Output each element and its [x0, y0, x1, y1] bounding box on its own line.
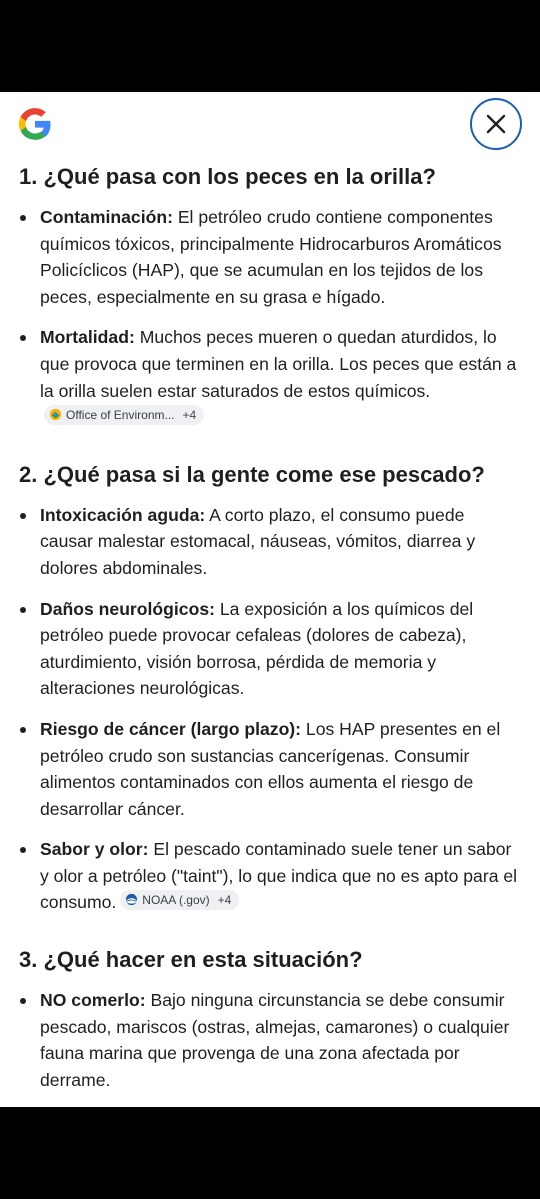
- list-item: [0, 596, 540, 702]
- source-chip-label: NOAA (.gov): [142, 892, 210, 907]
- item-text: Los HAP presentes en el petróleo crudo son sustancias cancerígenas. Consumir alimentos contaminados con ellos aumenta el riesgo de desarrollar cáncer.: [40, 718, 501, 819]
- list-item: [0, 987, 540, 1093]
- item-label: NO comerlo:: [40, 990, 146, 1011]
- item-text: La exposición a los químicos del petróleo puede provocar cefaleas (dolores de cabeza), aturdimiento, visión borrosa, pérdida de memoria y alteraciones neurológicas.: [40, 598, 474, 699]
- source-favicon-icon: [49, 408, 62, 421]
- section-heading: 2. ¿Qué pasa si la gente come ese pescado?: [19, 461, 485, 487]
- item-label: Sabor y olor:: [40, 839, 149, 860]
- section-heading: 1. ¿Qué pasa con los peces en la orilla?: [19, 164, 436, 189]
- google-g-logo: [16, 105, 54, 143]
- item-label: Intoxicación aguda:: [40, 504, 206, 525]
- item-text: El petróleo crudo contiene componentes químicos tóxicos, principalmente Hidrocarburos Aromáticos Policíclicos (HAP), que se acumulan en los tejidos de los peces, especialmente en su grasa e hígado.: [40, 207, 502, 307]
- item-text: A corto plazo, el consumo puede causar malestar estomacal, náuseas, vómitos, diarrea y dolores abdominales.: [40, 504, 476, 578]
- source-chip-count: +4: [182, 407, 197, 422]
- bullet-list: [0, 502, 540, 916]
- source-chip[interactable]: [120, 890, 239, 910]
- close-icon: [486, 114, 506, 134]
- list-item: [0, 836, 540, 916]
- bullet-list: [0, 987, 540, 1093]
- source-chip-count: +4: [217, 892, 232, 907]
- navigation-bar-area: [0, 1107, 540, 1199]
- bullet-list: [0, 204, 540, 431]
- item-text: Bajo ninguna circunstancia se debe consumir pescado, mariscos (ostras, almejas, camarones) o cualquier fauna marina que provenga de una zona afectada por derrame.: [40, 990, 510, 1090]
- list-item: [0, 716, 540, 822]
- list-item: [0, 324, 540, 430]
- item-text: El pescado contaminado suele tener un sabor y olor a petróleo ("taint"), lo que indica que no es apto para el consumo.: [40, 839, 518, 913]
- panel-header: [0, 92, 540, 162]
- item-text: Muchos peces mueren o quedan aturdidos, lo que provoca que terminen en la orilla. Los peces que están a la orilla suelen estar saturados de estos químicos.: [40, 327, 517, 401]
- ai-overview-panel: [0, 92, 540, 1107]
- item-label: Riesgo de cáncer (largo plazo):: [40, 718, 302, 739]
- list-item: [0, 204, 540, 310]
- item-label: Daños neurológicos:: [40, 598, 215, 619]
- overview-content: [0, 162, 540, 1093]
- item-label: Mortalidad:: [40, 327, 135, 348]
- status-bar-area: [0, 0, 540, 92]
- list-item: [0, 502, 540, 582]
- noaa-favicon-icon: [125, 893, 138, 906]
- source-chip-label: Office of Environm...: [66, 407, 175, 422]
- source-chip[interactable]: [44, 405, 204, 425]
- close-button[interactable]: [470, 98, 522, 150]
- item-label: Contaminación:: [40, 207, 173, 227]
- section-heading: 3. ¿Qué hacer en esta situación?: [19, 947, 363, 973]
